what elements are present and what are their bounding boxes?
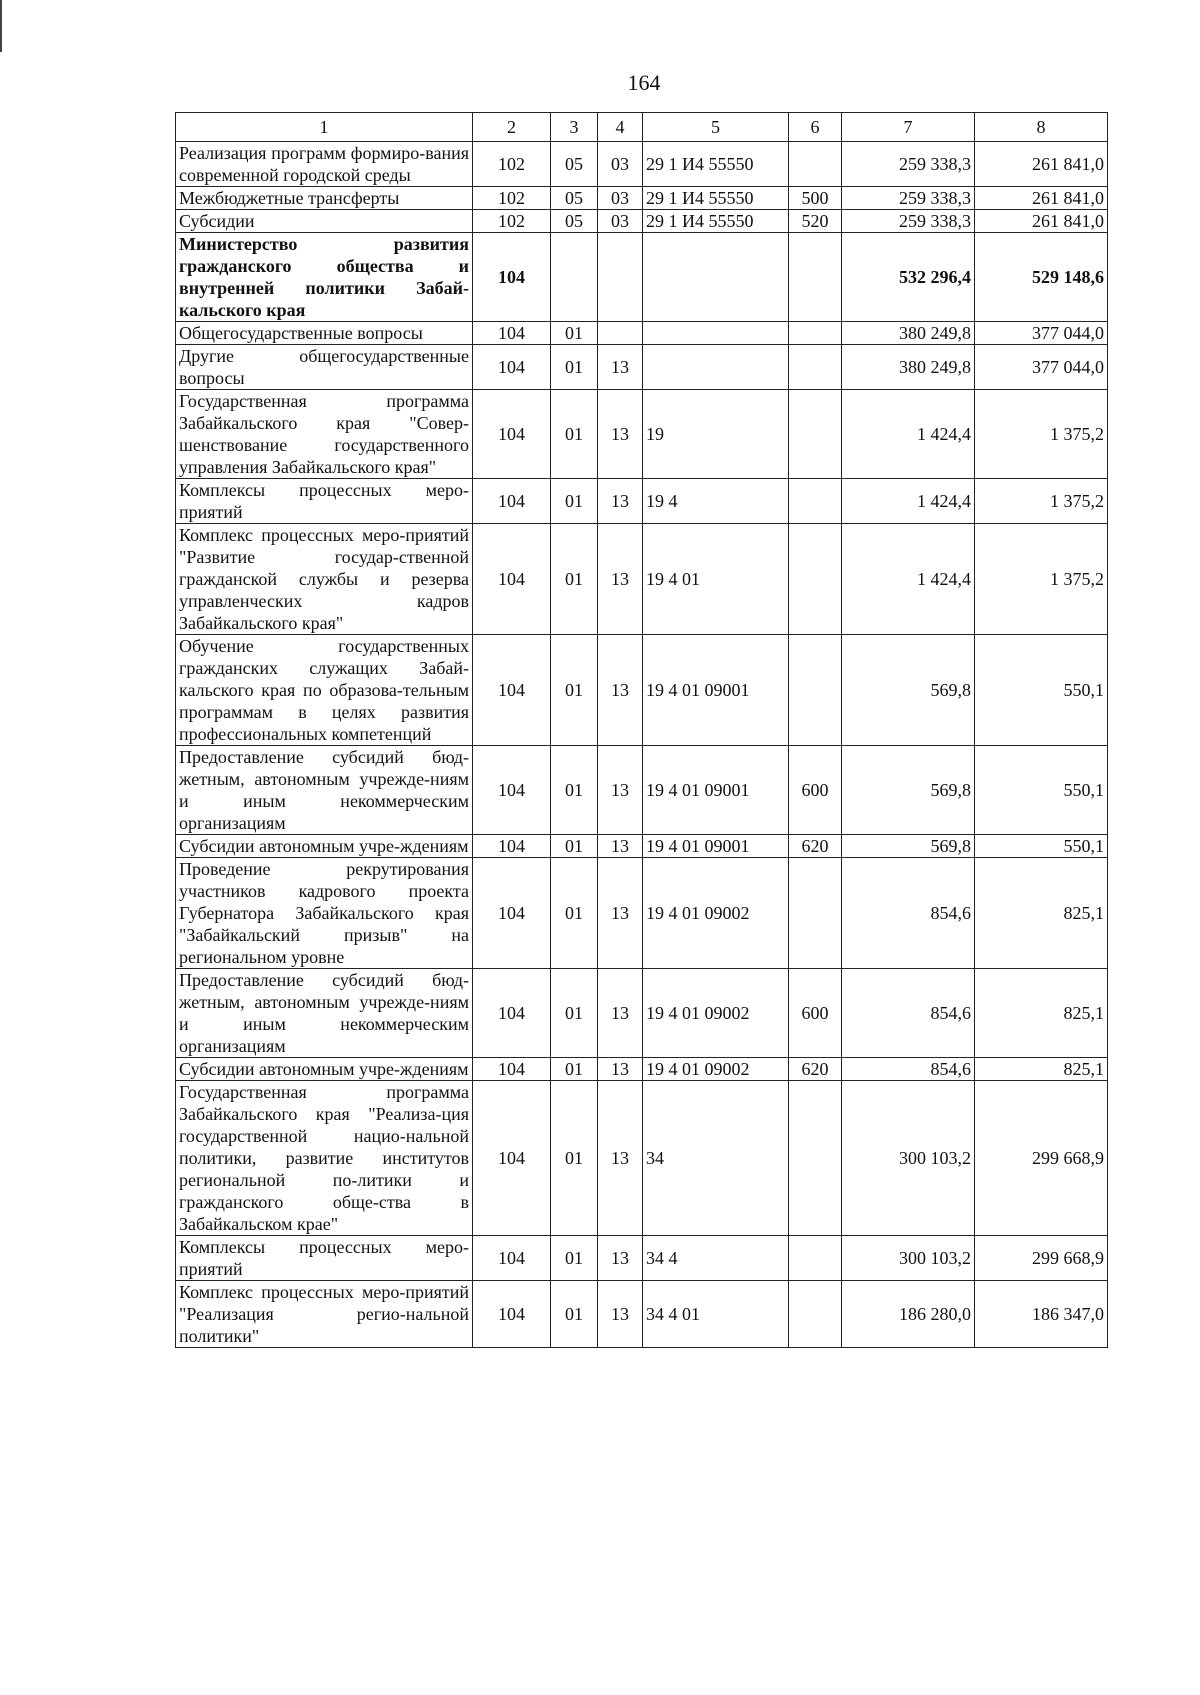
cell-subsection-code: 13 [598, 1236, 643, 1281]
cell-amount-year-1: 569,8 [842, 635, 975, 746]
cell-chapter-code: 104 [473, 1236, 551, 1281]
cell-amount-year-2: 550,1 [975, 635, 1108, 746]
cell-name: Предоставление субсидий бюд-жетным, автономным учрежде-ниям и иным некоммерческим организациям [176, 969, 473, 1058]
cell-amount-year-2: 1 375,2 [975, 390, 1108, 479]
cell-name: Субсидии [176, 210, 473, 233]
cell-amount-year-1: 259 338,3 [842, 142, 975, 187]
cell-section-code: 05 [551, 210, 598, 233]
header-col-2: 2 [473, 113, 551, 142]
cell-amount-year-1: 569,8 [842, 746, 975, 835]
table-row [176, 210, 1108, 233]
cell-amount-year-1: 1 424,4 [842, 524, 975, 635]
cell-target-article [643, 233, 789, 322]
table-row [176, 479, 1108, 524]
cell-name: Субсидии автономным учре-ждениям [176, 1058, 473, 1081]
cell-amount-year-1: 1 424,4 [842, 390, 975, 479]
cell-chapter-code: 104 [473, 322, 551, 345]
cell-section-code: 01 [551, 345, 598, 390]
cell-name: Реализация программ формиро-вания современной городской среды [176, 142, 473, 187]
cell-target-article: 19 4 01 09002 [643, 969, 789, 1058]
cell-chapter-code: 104 [473, 1058, 551, 1081]
cell-subsection-code: 03 [598, 142, 643, 187]
cell-amount-year-2: 261 841,0 [975, 187, 1108, 210]
cell-name: Комплекс процессных меро-приятий "Реализация регио-нальной политики" [176, 1281, 473, 1348]
cell-chapter-code: 104 [473, 1281, 551, 1348]
cell-name: Комплекс процессных меро-приятий "Развитие государ-ственной гражданской службы и резерва управленческих кадров Забайкальского края" [176, 524, 473, 635]
cell-subsection-code: 13 [598, 969, 643, 1058]
cell-target-article: 34 4 [643, 1236, 789, 1281]
header-col-8: 8 [975, 113, 1108, 142]
cell-section-code: 01 [551, 322, 598, 345]
table-row [176, 322, 1108, 345]
cell-name: Субсидии автономным учре-ждениям [176, 835, 473, 858]
cell-subsection-code [598, 322, 643, 345]
cell-amount-year-2: 1 375,2 [975, 524, 1108, 635]
cell-subsection-code: 13 [598, 635, 643, 746]
table-row [176, 969, 1108, 1058]
cell-section-code: 05 [551, 187, 598, 210]
cell-name: Обучение государственных гражданских служащих Забай-кальского края по образова-тельным программам в целях развития профессиональных компетенций [176, 635, 473, 746]
cell-amount-year-1: 854,6 [842, 969, 975, 1058]
page-number: 164 [627, 70, 661, 95]
cell-chapter-code: 104 [473, 1081, 551, 1236]
budget-table [175, 112, 1108, 1348]
table-row [176, 1058, 1108, 1081]
header-col-6: 6 [789, 113, 842, 142]
header-row [176, 113, 1108, 142]
cell-name: Государственная программа Забайкальского края "Совер-шенствование государственного управления Забайкальского края" [176, 390, 473, 479]
cell-amount-year-2: 377 044,0 [975, 322, 1108, 345]
cell-subsection-code: 13 [598, 835, 643, 858]
cell-amount-year-2: 529 148,6 [975, 233, 1108, 322]
cell-expense-type [789, 322, 842, 345]
cell-chapter-code: 104 [473, 524, 551, 635]
cell-section-code: 01 [551, 969, 598, 1058]
cell-expense-type [789, 345, 842, 390]
cell-expense-type [789, 1236, 842, 1281]
table-row [176, 1281, 1108, 1348]
cell-section-code: 01 [551, 1281, 598, 1348]
cell-subsection-code: 03 [598, 187, 643, 210]
cell-name: Межбюджетные трансферты [176, 187, 473, 210]
cell-amount-year-2: 825,1 [975, 858, 1108, 969]
cell-target-article: 29 1 И4 55550 [643, 142, 789, 187]
cell-chapter-code: 102 [473, 210, 551, 233]
cell-amount-year-1: 186 280,0 [842, 1281, 975, 1348]
cell-section-code: 01 [551, 1058, 598, 1081]
cell-name: Комплексы процессных меро-приятий [176, 479, 473, 524]
cell-chapter-code: 104 [473, 635, 551, 746]
table-row [176, 524, 1108, 635]
cell-subsection-code: 13 [598, 390, 643, 479]
table-row [176, 187, 1108, 210]
cell-amount-year-2: 261 841,0 [975, 210, 1108, 233]
cell-amount-year-1: 300 103,2 [842, 1081, 975, 1236]
cell-expense-type [789, 524, 842, 635]
cell-subsection-code: 13 [598, 479, 643, 524]
cell-target-article: 19 4 01 09001 [643, 835, 789, 858]
cell-expense-type [789, 858, 842, 969]
cell-amount-year-1: 380 249,8 [842, 322, 975, 345]
cell-amount-year-2: 377 044,0 [975, 345, 1108, 390]
cell-amount-year-2: 261 841,0 [975, 142, 1108, 187]
cell-chapter-code: 102 [473, 142, 551, 187]
cell-name: Проведение рекрутирования участников кадрового проекта Губернатора Забайкальского края "Забайкальский призыв" на региональном уровне [176, 858, 473, 969]
cell-expense-type [789, 233, 842, 322]
cell-section-code: 01 [551, 835, 598, 858]
cell-amount-year-2: 825,1 [975, 1058, 1108, 1081]
cell-chapter-code: 104 [473, 345, 551, 390]
cell-target-article: 19 4 [643, 479, 789, 524]
table-row [176, 858, 1108, 969]
cell-chapter-code: 102 [473, 187, 551, 210]
cell-amount-year-1: 300 103,2 [842, 1236, 975, 1281]
cell-chapter-code: 104 [473, 746, 551, 835]
table-body [176, 113, 1108, 1348]
cell-section-code: 01 [551, 1236, 598, 1281]
cell-expense-type: 600 [789, 746, 842, 835]
cell-section-code: 05 [551, 142, 598, 187]
cell-amount-year-1: 532 296,4 [842, 233, 975, 322]
cell-target-article: 19 4 01 09001 [643, 746, 789, 835]
cell-amount-year-2: 299 668,9 [975, 1081, 1108, 1236]
cell-expense-type: 620 [789, 1058, 842, 1081]
cell-expense-type [789, 635, 842, 746]
table-row [176, 746, 1108, 835]
cell-section-code: 01 [551, 858, 598, 969]
cell-expense-type: 600 [789, 969, 842, 1058]
table-row [176, 142, 1108, 187]
cell-expense-type: 620 [789, 835, 842, 858]
cell-subsection-code: 13 [598, 345, 643, 390]
cell-amount-year-1: 259 338,3 [842, 187, 975, 210]
cell-amount-year-2: 1 375,2 [975, 479, 1108, 524]
cell-amount-year-2: 550,1 [975, 835, 1108, 858]
cell-amount-year-1: 569,8 [842, 835, 975, 858]
cell-expense-type [789, 390, 842, 479]
cell-chapter-code: 104 [473, 835, 551, 858]
cell-target-article: 19 [643, 390, 789, 479]
table-row [176, 635, 1108, 746]
cell-section-code: 01 [551, 524, 598, 635]
cell-section-code: 01 [551, 390, 598, 479]
cell-section-code: 01 [551, 479, 598, 524]
cell-amount-year-1: 854,6 [842, 1058, 975, 1081]
cell-target-article: 19 4 01 09001 [643, 635, 789, 746]
cell-expense-type: 520 [789, 210, 842, 233]
header-col-3: 3 [551, 113, 598, 142]
cell-subsection-code: 03 [598, 210, 643, 233]
cell-target-article: 34 4 01 [643, 1281, 789, 1348]
cell-section-code [551, 233, 598, 322]
table-row [176, 1236, 1108, 1281]
table-row [176, 390, 1108, 479]
header-col-1: 1 [176, 113, 473, 142]
cell-expense-type [789, 1081, 842, 1236]
cell-expense-type [789, 1281, 842, 1348]
cell-expense-type: 500 [789, 187, 842, 210]
table-row [176, 1081, 1108, 1236]
cell-amount-year-1: 259 338,3 [842, 210, 975, 233]
cell-chapter-code: 104 [473, 969, 551, 1058]
header-col-4: 4 [598, 113, 643, 142]
scan-edge-mark [0, 0, 2, 52]
cell-amount-year-2: 825,1 [975, 969, 1108, 1058]
table-row [176, 233, 1108, 322]
cell-target-article [643, 345, 789, 390]
cell-expense-type [789, 142, 842, 187]
cell-amount-year-1: 854,6 [842, 858, 975, 969]
cell-subsection-code [598, 233, 643, 322]
cell-target-article: 19 4 01 [643, 524, 789, 635]
cell-subsection-code: 13 [598, 746, 643, 835]
cell-name: Другие общегосударственные вопросы [176, 345, 473, 390]
cell-amount-year-2: 550,1 [975, 746, 1108, 835]
cell-section-code: 01 [551, 1081, 598, 1236]
cell-amount-year-1: 380 249,8 [842, 345, 975, 390]
table-row [176, 345, 1108, 390]
cell-chapter-code: 104 [473, 390, 551, 479]
cell-subsection-code: 13 [598, 1058, 643, 1081]
cell-subsection-code: 13 [598, 858, 643, 969]
cell-chapter-code: 104 [473, 858, 551, 969]
cell-name: Предоставление субсидий бюд-жетным, автономным учрежде-ниям и иным некоммерческим организациям [176, 746, 473, 835]
cell-amount-year-2: 186 347,0 [975, 1281, 1108, 1348]
cell-target-article: 34 [643, 1081, 789, 1236]
cell-target-article: 19 4 01 09002 [643, 1058, 789, 1081]
cell-amount-year-1: 1 424,4 [842, 479, 975, 524]
cell-target-article: 29 1 И4 55550 [643, 187, 789, 210]
cell-name: Комплексы процессных меро-приятий [176, 1236, 473, 1281]
cell-subsection-code: 13 [598, 524, 643, 635]
cell-name: Министерство развития гражданского общества и внутренней политики Забай-кальского края [176, 233, 473, 322]
cell-section-code: 01 [551, 746, 598, 835]
table-row [176, 835, 1108, 858]
cell-subsection-code: 13 [598, 1281, 643, 1348]
cell-name: Государственная программа Забайкальского края "Реализа-ция государственной нацио-нальной политики, развитие институтов региональной по-литики и гражданского обще-ства в Забайкальском крае" [176, 1081, 473, 1236]
cell-name: Общегосударственные вопросы [176, 322, 473, 345]
cell-target-article: 29 1 И4 55550 [643, 210, 789, 233]
header-col-5: 5 [643, 113, 789, 142]
cell-subsection-code: 13 [598, 1081, 643, 1236]
cell-target-article [643, 322, 789, 345]
header-col-7: 7 [842, 113, 975, 142]
cell-amount-year-2: 299 668,9 [975, 1236, 1108, 1281]
cell-section-code: 01 [551, 635, 598, 746]
cell-expense-type [789, 479, 842, 524]
cell-chapter-code: 104 [473, 233, 551, 322]
cell-target-article: 19 4 01 09002 [643, 858, 789, 969]
cell-chapter-code: 104 [473, 479, 551, 524]
